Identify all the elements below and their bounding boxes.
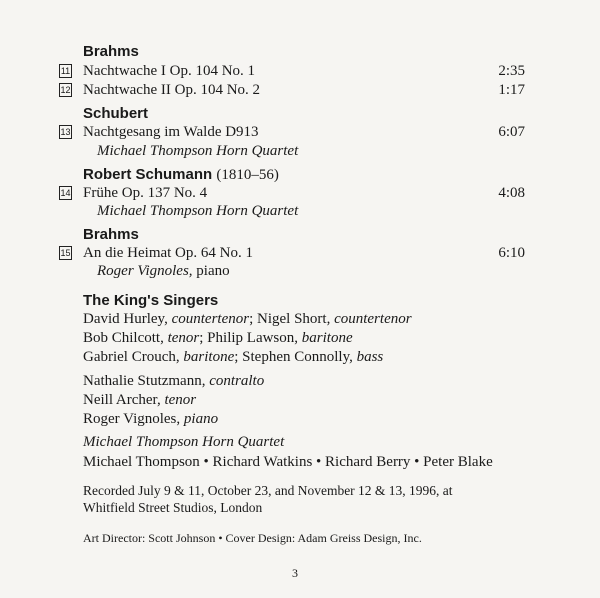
composer-heading: Schubert (83, 105, 149, 122)
composer-heading: Robert Schumann (1810–56) (83, 166, 279, 183)
recording-info-line: Whitfield Street Studios, London (83, 500, 263, 515)
composer-heading: Brahms (83, 43, 139, 60)
track-title: Nachtgesang im Walde D913 (83, 124, 259, 140)
soloist-line: Nathalie Stutzmann, contralto (83, 373, 265, 389)
soloist-line: Neill Archer, tenor (83, 392, 197, 408)
track-number: 14 (60, 188, 71, 198)
track-title: Nachtwache II Op. 104 No. 2 (83, 82, 261, 98)
track-row (59, 124, 525, 144)
performer: Michael Thompson Horn Quartet (97, 203, 299, 219)
design-credits: Art Director: Scott Johnson • Cover Design: Adam Greiss Design, Inc. (83, 531, 422, 545)
track-row (59, 82, 525, 102)
ensemble-title: The King's Singers (83, 292, 219, 309)
track-number: 15 (60, 248, 71, 258)
track-number: 13 (60, 127, 71, 137)
track-number: 12 (60, 85, 71, 95)
track-duration: 4:08 (498, 185, 525, 201)
track-duration: 1:17 (498, 82, 525, 98)
member-line: Bob Chilcott, tenor; Philip Lawson, baritone (83, 330, 353, 346)
quartet-title: Michael Thompson Horn Quartet (83, 434, 285, 450)
track-title: Frühe Op. 137 No. 4 (83, 185, 208, 201)
track-duration: 6:10 (498, 245, 525, 261)
recording-info-line: Recorded July 9 & 11, October 23, and November 12 & 13, 1996, at (83, 483, 453, 498)
track-row (59, 245, 525, 265)
performer: Michael Thompson Horn Quartet (97, 143, 299, 159)
track-title: An die Heimat Op. 64 No. 1 (83, 245, 253, 261)
track-duration: 6:07 (498, 124, 525, 140)
performer-role: piano (196, 263, 230, 279)
composer-heading: Brahms (83, 226, 139, 243)
page-number: 3 (292, 566, 298, 580)
member-line: David Hurley, countertenor; Nigel Short, countertenor (83, 311, 412, 327)
member-line: Gabriel Crouch, baritone; Stephen Connolly, bass (83, 349, 384, 365)
performer: Roger Vignoles, piano (97, 263, 230, 279)
quartet-members: Michael Thompson • Richard Watkins • Richard Berry • Peter Blake (83, 454, 493, 470)
track-row (59, 185, 525, 205)
track-number: 11 (60, 66, 71, 76)
soloist-line: Roger Vignoles, piano (83, 411, 219, 427)
track-duration: 2:35 (498, 63, 525, 79)
track-row (59, 63, 525, 83)
composer-dates: (1810–56) (216, 167, 279, 183)
track-title: Nachtwache I Op. 104 No. 1 (83, 63, 256, 79)
